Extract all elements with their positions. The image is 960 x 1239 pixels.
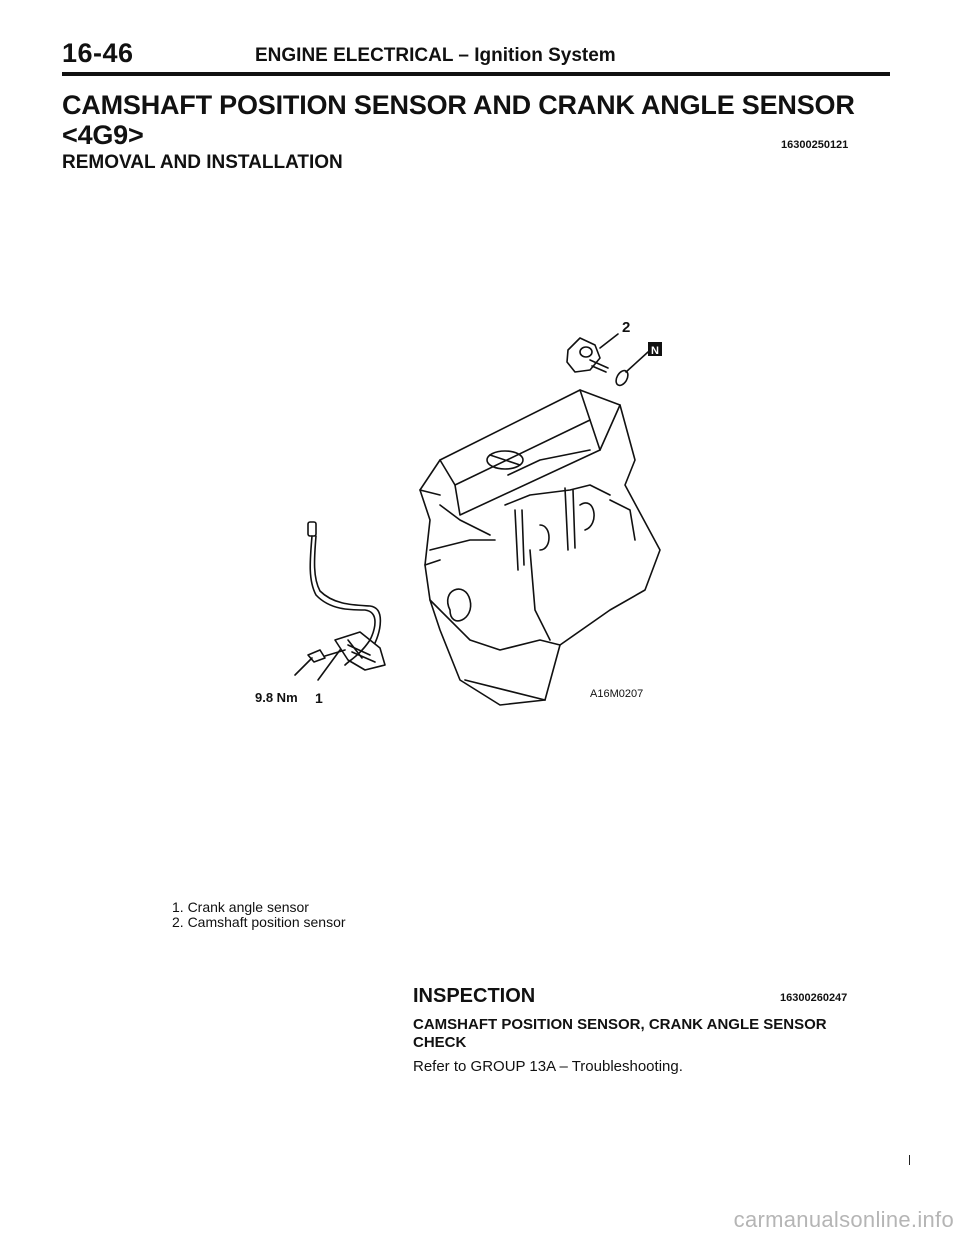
parts-list	[172, 900, 346, 930]
torque-label: 9.8 Nm	[255, 690, 298, 705]
new-part-badge-label: N	[651, 345, 659, 357]
main-title: CAMSHAFT POSITION SENSOR AND CRANK ANGLE SENSOR <4G9>	[62, 90, 855, 150]
footer-watermark[interactable]: carmanualsonline.info	[733, 1207, 954, 1232]
page-number: 16-46	[62, 38, 134, 68]
subsection-title: REMOVAL AND INSTALLATION	[62, 152, 343, 173]
engine-sensor-diagram	[290, 310, 690, 725]
callout-2: 2	[622, 319, 631, 336]
figure-id: A16M0207	[590, 688, 644, 700]
header-title: ENGINE ELECTRICAL – Ignition System	[255, 45, 616, 66]
camshaft-sensor-illustration	[567, 334, 648, 387]
parts-list-item: 1. Crank angle sensor	[172, 899, 309, 915]
inspection-title: INSPECTION	[413, 985, 536, 1007]
check-body: Refer to GROUP 13A – Troubleshooting.	[413, 1058, 683, 1075]
engine-block-illustration	[420, 390, 660, 705]
page-mark	[909, 1155, 910, 1165]
check-title: CAMSHAFT POSITION SENSOR, CRANK ANGLE SENSOR CHECK	[413, 1016, 827, 1051]
section-code: 16300260247	[780, 992, 848, 1004]
header-rule	[62, 72, 890, 76]
callout-1: 1	[315, 690, 323, 706]
crank-sensor-illustration	[295, 522, 385, 680]
parts-list-item: 2. Camshaft position sensor	[172, 914, 346, 930]
section-code: 16300250121	[781, 139, 849, 151]
